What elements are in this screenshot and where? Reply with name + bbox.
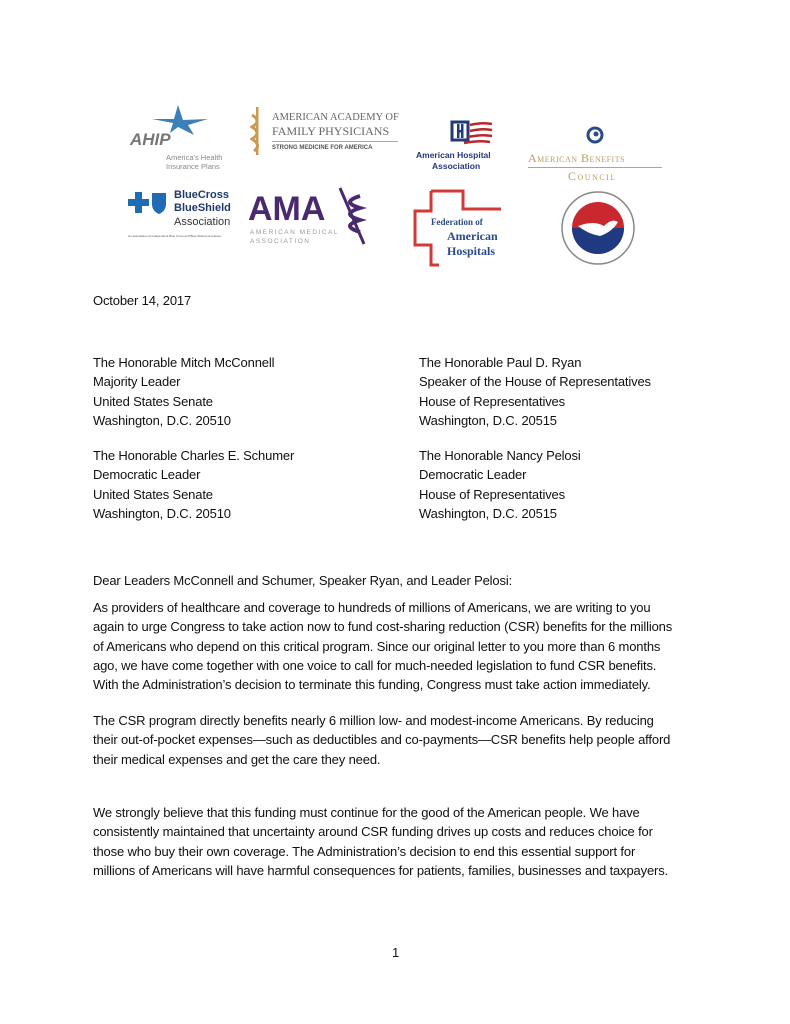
- recipient-schumer: [93, 446, 294, 523]
- letter-date: October 14, 2017: [93, 293, 192, 308]
- page-number: 1: [392, 945, 400, 960]
- fah-line1: Federation of: [431, 217, 483, 227]
- recipient-line: The Honorable Mitch McConnell: [93, 355, 275, 370]
- paragraph-line: those who buy their own coverage. The Administration’s decision to end this essential support for: [93, 843, 636, 859]
- paragraph-3: [93, 803, 668, 880]
- recipient-line: Speaker of the House of Representatives: [419, 374, 651, 390]
- recipient-line: United States Senate: [93, 393, 213, 409]
- eagle-seal-icon: [560, 190, 636, 266]
- aafp-line1: AMERICAN ACADEMY OF: [272, 112, 399, 123]
- aafp-logo: [248, 105, 403, 160]
- abc-swirl-icon: [585, 125, 605, 145]
- paragraph-2: [93, 711, 670, 769]
- aha-line2: Association: [432, 161, 481, 171]
- bcbs-fine: An association of independent Blue Cross and Blue Shield companies: [128, 234, 221, 238]
- recipient-line: The Honorable Nancy Pelosi: [419, 448, 581, 463]
- recipient-line: Democratic Leader: [93, 467, 201, 483]
- ahip-mark: AHIP: [130, 130, 171, 149]
- recipient-line: The Honorable Charles E. Schumer: [93, 448, 295, 463]
- aha-flag-icon: [450, 120, 494, 146]
- aafp-tagline: STRONG MEDICINE FOR AMERICA: [272, 145, 373, 151]
- chamber-of-commerce-seal: [560, 190, 636, 266]
- abc-logo: [528, 125, 668, 185]
- paragraph-line: of Americans who depend on this critical program. Since our original letter to you more than 6 months: [93, 638, 661, 654]
- recipient-line: Washington, D.C. 20515: [419, 505, 557, 521]
- recipient-line: Washington, D.C. 20510: [93, 412, 231, 428]
- paragraph-line: We strongly believe that this funding must continue for the good of the American people. We have: [93, 805, 640, 820]
- recipient-line: Majority Leader: [93, 374, 181, 390]
- ama-line1: AMERICAN MEDICAL: [250, 229, 340, 236]
- aafp-line2: FAMILY PHYSICIANS: [272, 124, 390, 138]
- ama-line2: ASSOCIATION: [250, 238, 311, 245]
- recipient-line: The Honorable Paul D. Ryan: [419, 355, 582, 370]
- paragraph-line: ago, we have come together with one voice to call for much-needed legislation to fund CSR benefits.: [93, 657, 657, 673]
- recipient-line: House of Representatives: [419, 393, 565, 409]
- bcbs-line2: BlueShield: [174, 202, 231, 214]
- recipient-line: Democratic Leader: [419, 467, 527, 483]
- ama-staff-icon: [336, 186, 370, 248]
- paragraph-line: millions of Americans will have harmful consequences for patients, families, businesses and taxpayers.: [93, 862, 669, 878]
- paragraph-line: again to urge Congress to take action now to fund cost-sharing reduction (CSR) benefits for the millions: [93, 619, 673, 635]
- aha-logo: [412, 120, 512, 175]
- bcbs-line3: Association: [174, 216, 231, 228]
- ama-mark: AMA: [248, 190, 326, 228]
- abc-line2: Council: [568, 169, 617, 183]
- bcbs-line1: BlueCross: [174, 189, 230, 201]
- bcbs-logo: [128, 190, 248, 245]
- recipient-line: House of Representatives: [419, 486, 565, 502]
- recipient-line: United States Senate: [93, 486, 213, 502]
- abc-line1: American Benefits: [528, 151, 626, 165]
- paragraph-line: As providers of healthcare and coverage to hundreds of millions of Americans, we are writing to you: [93, 600, 651, 615]
- blue-cross-shield-icon: [128, 192, 168, 214]
- recipient-ryan: [419, 353, 651, 430]
- recipient-line: Washington, D.C. 20515: [419, 412, 557, 428]
- paragraph-line: consistently maintained that uncertainty around CSR funding drives up costs and reduces choice for: [93, 824, 653, 840]
- paragraph-line: their out-of-pocket expenses—such as deductibles and co-payments—CSR benefits help people afford: [93, 732, 671, 748]
- ahip-sub2: Insurance Plans: [166, 162, 220, 171]
- fah-logo: [413, 189, 513, 269]
- ahip-sub1: America's Health: [166, 153, 223, 162]
- fah-line2: American: [447, 229, 498, 243]
- fah-line3: Hospitals: [447, 244, 496, 258]
- aha-line1: American Hospital: [416, 150, 491, 160]
- ahip-logo: [128, 105, 223, 175]
- recipient-pelosi: [419, 446, 581, 523]
- recipient-mcconnell: [93, 353, 274, 430]
- paragraph-line: With the Administration’s decision to terminate this funding, Congress must take action immediately.: [93, 677, 651, 693]
- recipient-line: Washington, D.C. 20510: [93, 505, 231, 521]
- paragraph-line: their medical expenses and get the care they need.: [93, 751, 381, 767]
- paragraph-1: [93, 598, 672, 694]
- paragraph-line: The CSR program directly benefits nearly 6 million low- and modest-income Americans. By reducing: [93, 713, 654, 728]
- salutation: Dear Leaders McConnell and Schumer, Speaker Ryan, and Leader Pelosi:: [93, 573, 513, 588]
- caduceus-icon: [250, 105, 264, 157]
- ama-logo: [248, 190, 383, 250]
